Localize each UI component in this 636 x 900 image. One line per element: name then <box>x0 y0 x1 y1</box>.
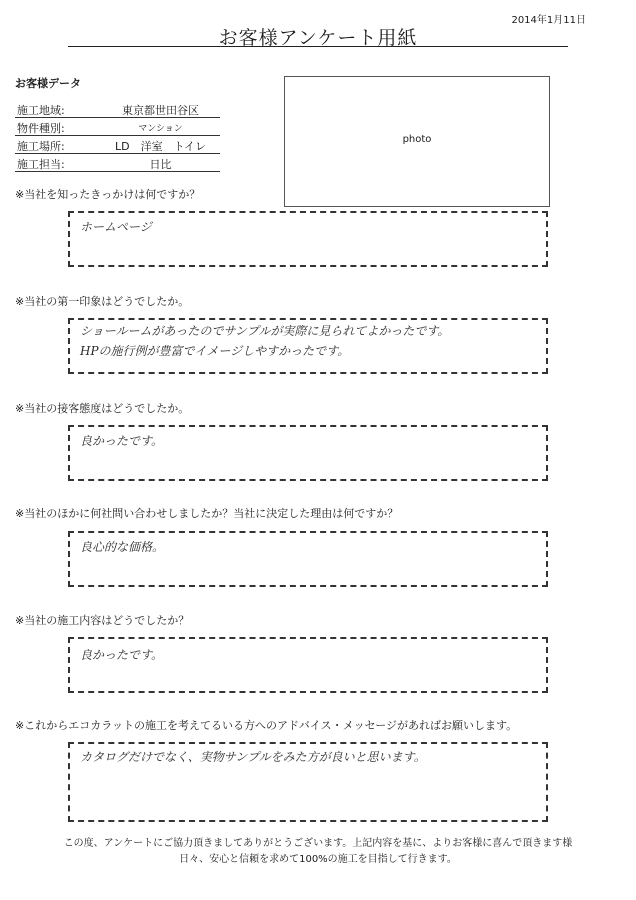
customer-data-heading: お客様データ <box>15 77 81 90</box>
survey-date: 2014年1月11日 <box>511 15 586 26</box>
question-6: ※これからエコカラットの施工を考えてるいる方へのアドバイス・メッセージがあればお願いします。 <box>15 719 518 732</box>
answer-3-line-1: 良かったです。 <box>80 434 164 448</box>
staff-value: 日比 <box>149 158 172 171</box>
answer-2-line-1: ショールームがあったのでサンプルが実際に見られてよかったです。 <box>80 324 450 338</box>
answer-6-line-1: カタログだけでなく、実物サンプルをみた方が良いと思います。 <box>80 750 426 764</box>
title-underline <box>68 46 568 47</box>
answer-2-line-2: HPの施行例が豊富でイメージしやすかったです。 <box>80 344 350 358</box>
area-label: 施工地域: <box>17 104 65 117</box>
answer-4-line-1: 良心的な価格。 <box>80 540 165 554</box>
customer-row-staff <box>15 154 220 172</box>
location-label: 施工場所: <box>17 140 65 153</box>
staff-label: 施工担当: <box>17 158 65 171</box>
question-3: ※当社の接客態度はどうでしたか。 <box>15 402 190 415</box>
answer-5-line-1: 良かったです。 <box>80 648 164 662</box>
footer-line-2: 日々、安心と信頼を求めて100%の施工を目指して行きます。 <box>179 854 457 865</box>
customer-row-property <box>15 118 220 136</box>
question-2: ※当社の第一印象はどうでしたか。 <box>15 295 190 308</box>
question-4: ※当社のほかに何社問い合わせしましたか？当社に決定した理由は何ですか？ <box>15 507 399 520</box>
question-1: ※当社を知ったきっかけは何ですか？ <box>15 188 201 201</box>
page-title: お客様アンケート用紙 <box>218 27 418 49</box>
photo-placeholder <box>284 76 550 207</box>
location-value: LD 洋室 トイレ <box>114 140 207 153</box>
question-5: ※当社の施工内容はどうでしたか？ <box>15 614 190 627</box>
footer-line-1: この度、アンケートにご協力頂きましてありがとうございます。上記内容を基に、よりお客様に喜んで頂きます様 <box>63 838 573 849</box>
area-value: 東京都世田谷区 <box>122 104 199 117</box>
customer-row-area <box>15 100 220 118</box>
property-type-value: マンション <box>138 124 183 134</box>
answer-1-line-1: ホームページ <box>80 220 152 234</box>
photo-label: photo <box>402 134 432 145</box>
property-type-label: 物件種別: <box>17 122 65 135</box>
customer-row-location <box>15 136 220 154</box>
